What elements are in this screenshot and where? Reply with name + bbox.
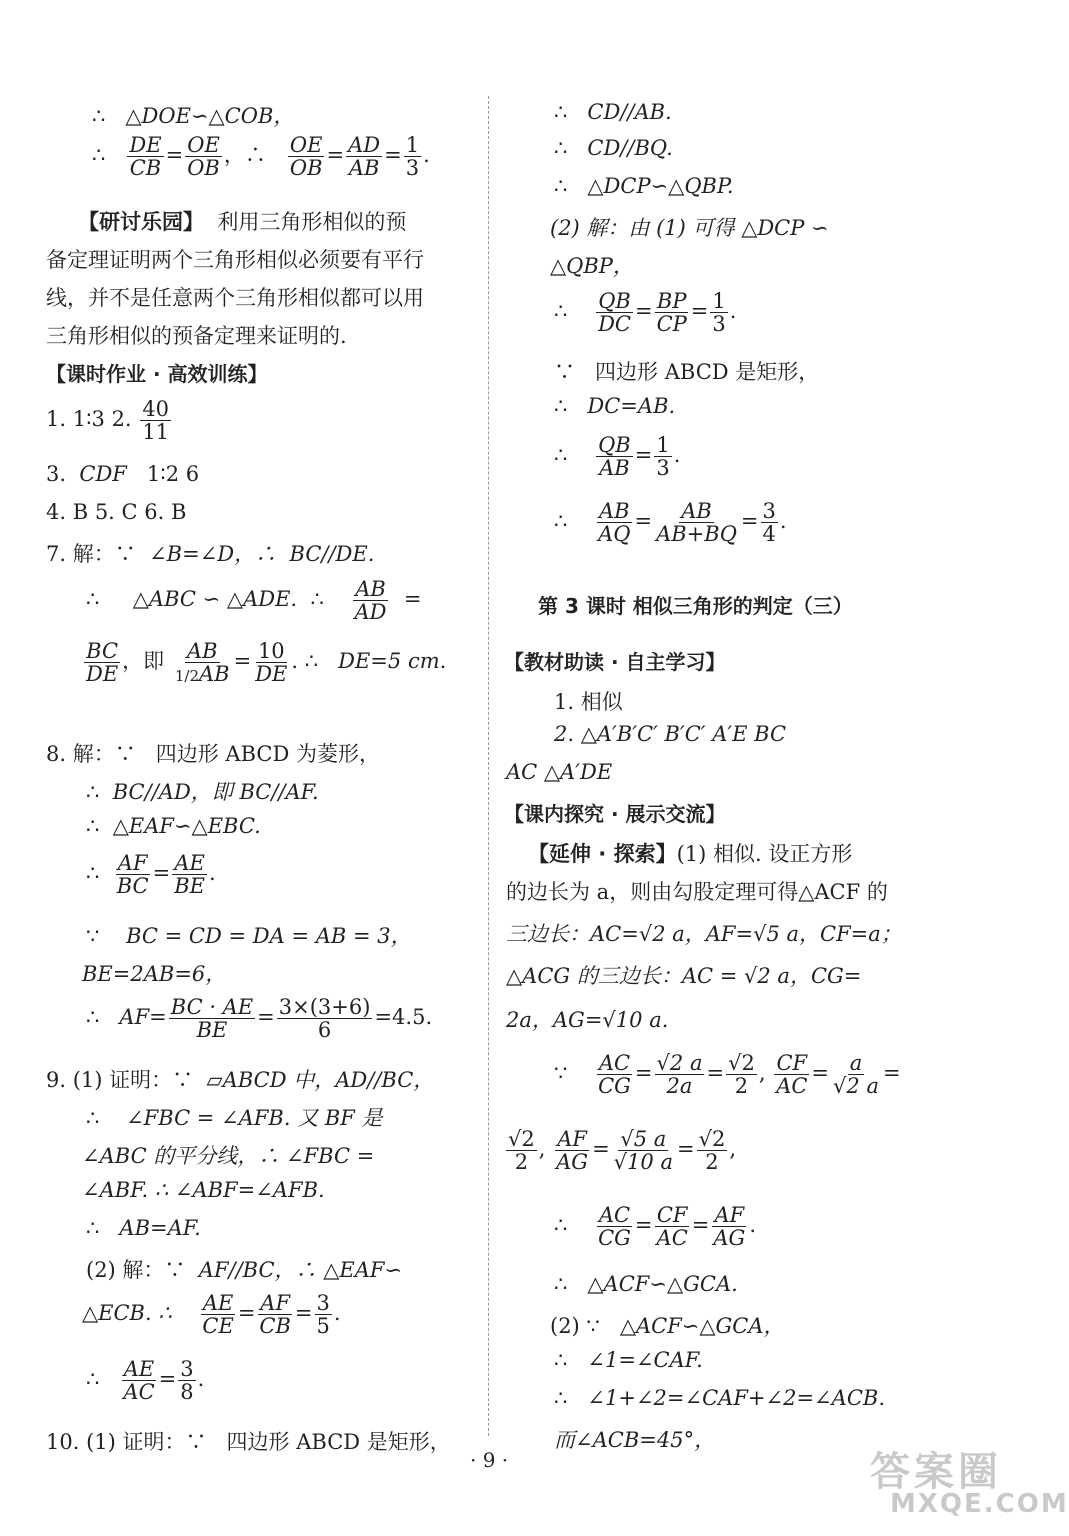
discussion-line-1: 【研讨乐园】 利用三角形相似的预: [78, 210, 407, 234]
r-line-10: ∴ $\frac{AB}{AQ}$ = $\frac{AB}{AB+BQ}$ = $\frac{3}{4}$ .: [554, 499, 787, 547]
fraction: $\frac{BC \cdot AE}{BE}$: [170, 995, 254, 1043]
q9-line-1: 9. (1) 证明：∵ ▱ABCD 中，AD//BC，: [46, 1068, 435, 1092]
q8-line-7: ∴ AF= $\frac{BC \cdot AE}{BE}$ = $\frac{3\times(3+6)}{6}$ =4.5.: [86, 995, 433, 1043]
q7-line-2: ∴ △ABC ∽ △ADE. ∴ $\frac{AB}{AD}$ =: [86, 577, 422, 625]
fraction: $\frac{AB}{AQ}$: [598, 499, 631, 547]
q8-line-3: ∴ △EAF∽△EBC.: [86, 814, 261, 838]
q8-line-2: ∴ BC//AD，即 BC//AF.: [86, 780, 319, 804]
fraction: $\frac{1}{3}$: [656, 433, 670, 481]
fraction: $\frac{3}{5}$: [316, 1291, 330, 1339]
fraction: $\frac{AF}{AG}$: [556, 1127, 589, 1175]
fraction: $\frac{OE}{OB}$: [187, 133, 220, 181]
fraction: $\frac{AF}{AG}$: [713, 1203, 746, 1251]
r-line-6: ∴ $\frac{QB}{DC}$ = $\frac{BP}{CP}$ = $\frac{1}{3}$ .: [554, 289, 737, 337]
r-line-4: (2) 解：由 (1) 可得 △DCP ∽: [550, 216, 829, 240]
extend-eq-6: ∴ ∠1=∠CAF.: [554, 1348, 703, 1372]
fraction: $\frac{a}{√2 a}$: [833, 1051, 879, 1099]
extend-line-1: 【延伸 · 探索】(1) 相似. 设正方形: [528, 842, 853, 866]
left-column: [0, 0, 488, 1536]
q8-line-1: 8. 解：∵ 四边形 ABCD 为菱形，: [46, 742, 380, 766]
extend-eq-1: ∵ $\frac{AC}{CG}$ = $\frac{√2 a}{2a}$ = $\frac{√2}{2}$ , $\frac{CF}{AC}$ = $\frac{a}{√2 a}$ =: [554, 1051, 901, 1099]
fraction: $\frac{√2}{2}$: [728, 1051, 755, 1099]
fraction: $\frac{AB}{AD}$: [354, 577, 387, 625]
q8-line-4: ∴ $\frac{AF}{BC}$ = $\frac{AE}{BE}$ .: [86, 851, 216, 899]
q9-line-8: ∴ $\frac{AE}{AC}$ = $\frac{3}{8}$ .: [86, 1357, 205, 1405]
page-number: · 9 ·: [470, 1448, 509, 1472]
q8-line-5: ∵ BC = CD = DA = AB = 3，: [86, 924, 412, 948]
fraction: $\frac{√2}{2}$: [698, 1127, 726, 1175]
r-line-2: ∴ CD//BQ.: [554, 136, 673, 160]
column-divider: [488, 96, 489, 1436]
fraction: $\frac{√5 a}{√10 a}$: [613, 1127, 673, 1175]
answer-3: 3. CDF 1∶2 6: [46, 462, 200, 486]
fraction: $\frac{40}{11}$: [142, 397, 170, 445]
section-heading-explore: 【课内探究 · 展示交流】: [504, 802, 726, 826]
r-line-5: △QBP，: [550, 254, 634, 278]
fraction: $\frac{3}{4}$: [762, 499, 776, 547]
fraction: $\frac{√2}{2}$: [508, 1127, 535, 1175]
q9-line-4: ∠ABF. ∴ ∠ABF=∠AFB.: [82, 1178, 325, 1202]
fraction: $\frac{3}{8}$: [180, 1357, 194, 1405]
section-heading-textbook: 【教材助读 · 自主学习】: [504, 650, 726, 674]
textbook-answer-2: 2. △A′B′C′ B′C′ A′E BC: [554, 722, 787, 746]
fraction: $\frac{10}{DE}$: [255, 639, 288, 687]
q8-line-6: BE=2AB=6，: [82, 962, 227, 986]
right-column: [492, 0, 1030, 1536]
discussion-heading: 【研讨乐园】: [78, 210, 204, 234]
answer-1-2: 1. 1∶3 2. $\frac{40}{11}$: [46, 397, 170, 445]
fraction: $\frac{AC}{CG}$: [598, 1051, 631, 1099]
r-line-8: ∴ DC=AB.: [554, 394, 676, 418]
section-heading-homework: 【课时作业 · 高效训练】: [46, 362, 268, 386]
q9-line-3: ∠ABC 的平分线，∴ ∠FBC =: [82, 1144, 375, 1168]
fraction: $\frac{OE}{OB}$: [289, 133, 323, 181]
r-line-3: ∴ △DCP∽△QBP.: [554, 174, 734, 198]
line-ratio-de-cb: ∴ $\frac{DE}{CB}$ = $\frac{OE}{OB}$ ，∴ $\frac{OE}{OB}$ = $\frac{AD}{AB}$ = $\frac{1}{3}$ .: [92, 133, 430, 181]
q7-line-1: 7. 解：∵ ∠B=∠D，∴ BC//DE.: [46, 542, 375, 566]
fraction: $\frac{QB}{DC}$: [598, 289, 631, 337]
extend-line-4: △ACG 的三边长：AC = √2 a，CG=: [506, 964, 862, 988]
fraction: $\frac{AF}{BC}$: [116, 851, 149, 899]
fraction: $\frac{AB}{1/2AB}$: [174, 639, 230, 687]
fraction: $\frac{BC}{DE}$: [86, 639, 119, 687]
extend-eq-8: 而∠ACB=45°，: [554, 1428, 716, 1452]
watermark-logo: 答案圈 MXQE.COM: [870, 1449, 1069, 1519]
lesson-title: 第 3 课时 相似三角形的判定（三）: [538, 594, 853, 618]
extend-line-3: 三边长：AC=√2 a，AF=√5 a，CF=a；: [506, 922, 902, 946]
q9-line-7: △ECB. ∴ $\frac{AE}{CE}$ = $\frac{AF}{CB}$ = $\frac{3}{5}$ .: [82, 1291, 341, 1339]
q9-line-6: (2) 解：∵ AF//BC，∴ △EAF∽: [86, 1258, 403, 1282]
extend-line-2: 的边长为 a，则由勾股定理可得△ACF 的: [506, 880, 888, 904]
fraction: $\frac{3\times(3+6)}{6}$: [278, 995, 371, 1043]
r-line-7: ∵ 四边形 ABCD 是矩形，: [554, 360, 820, 384]
extend-eq-5: (2) ∵ △ACF∽△GCA，: [550, 1314, 785, 1338]
fraction: $\frac{AE}{BE}$: [174, 851, 205, 899]
fraction: $\frac{AF}{CB}$: [259, 1291, 291, 1339]
answer-4-6: 4. B 5. C 6. B: [46, 500, 187, 524]
discussion-line-2: 备定理证明两个三角形相似必须要有平行: [46, 248, 424, 272]
q9-line-2: ∴ ∠FBC = ∠AFB. 又 BF 是: [86, 1106, 383, 1130]
fraction: $\frac{AC}{CG}$: [598, 1203, 631, 1251]
fraction: $\frac{BP}{CP}$: [656, 289, 687, 337]
textbook-answer-2-cont: AC △A′DE: [506, 760, 613, 784]
fraction: $\frac{CF}{AC}$: [776, 1051, 808, 1099]
line-similar-doe-cob: ∴ △DOE∽△COB，: [92, 104, 295, 128]
fraction: $\frac{DE}{CB}$: [129, 133, 162, 181]
q7-line-3: $\frac{BC}{DE}$ ，即 $\frac{AB}{1/2AB}$ = $\frac{10}{DE}$ . ∴ DE=5 cm.: [86, 639, 447, 687]
fraction: $\frac{QB}{AB}$: [598, 433, 631, 481]
discussion-line-3: 线，并不是任意两个三角形相似都可以用: [46, 286, 424, 310]
fraction: $\frac{AE}{CE}$: [202, 1291, 234, 1339]
q9-line-5: ∴ AB=AF.: [86, 1216, 201, 1240]
textbook-answer-1: 1. 相似: [554, 690, 623, 714]
extend-line-5: 2a，AG=√10 a.: [506, 1008, 669, 1032]
fraction: $\frac{1}{3}$: [405, 133, 420, 181]
r-line-9: ∴ $\frac{QB}{AB}$ = $\frac{1}{3}$ .: [554, 433, 681, 481]
extend-eq-4: ∴ △ACF∽△GCA.: [554, 1272, 738, 1296]
fraction: $\frac{AD}{AB}$: [348, 133, 381, 181]
extend-eq-3: ∴ $\frac{AC}{CG}$ = $\frac{CF}{AC}$ = $\frac{AF}{AG}$ .: [554, 1203, 757, 1251]
discussion-line-4: 三角形相似的预备定理来证明的.: [46, 324, 347, 348]
r-line-1: ∴ CD//AB.: [554, 100, 672, 124]
extend-eq-7: ∴ ∠1+∠2=∠CAF+∠2=∠ACB.: [554, 1386, 885, 1410]
fraction: $\frac{AB}{AB+BQ}$: [656, 499, 737, 547]
fraction: $\frac{CF}{AC}$: [656, 1203, 688, 1251]
q10-line-1: 10. (1) 证明：∵ 四边形 ABCD 是矩形，: [46, 1430, 451, 1454]
extend-heading: 【延伸 · 探索】: [528, 842, 677, 866]
extend-eq-2: $\frac{√2}{2}$ , $\frac{AF}{AG}$ = $\frac{√5 a}{√10 a}$ = $\frac{√2}{2}$ ,: [508, 1127, 737, 1175]
fraction: $\frac{√2 a}{2a}$: [656, 1051, 703, 1099]
fraction: $\frac{AE}{AC}$: [123, 1357, 155, 1405]
fraction: $\frac{1}{3}$: [712, 289, 726, 337]
